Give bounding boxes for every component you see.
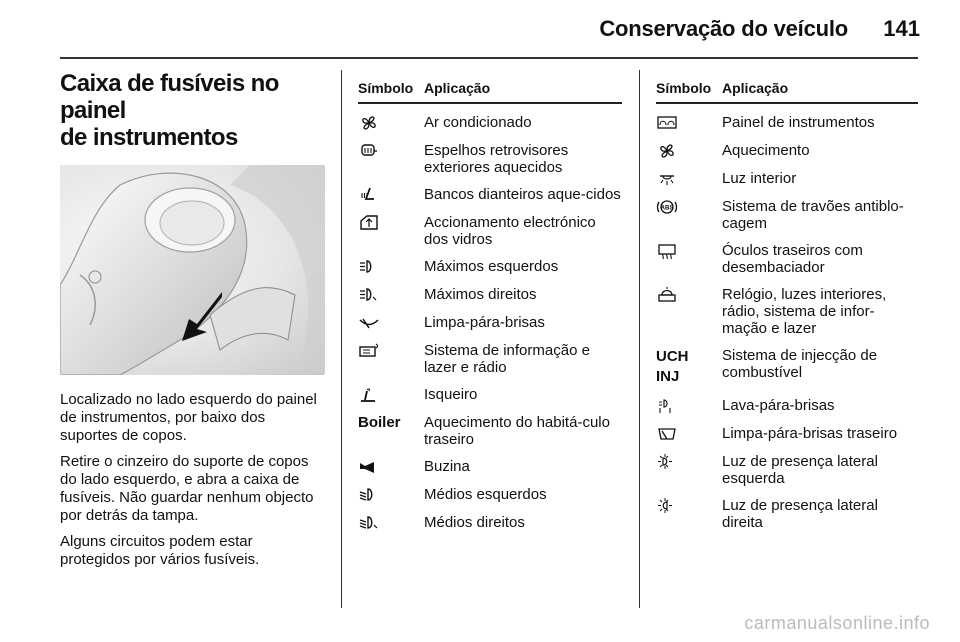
- fan-icon: [358, 114, 380, 132]
- column-divider-1: [341, 70, 342, 608]
- symbol-cell: [656, 286, 722, 337]
- application-cell: Limpa-pára-brisas traseiro: [722, 425, 898, 442]
- application-cell: Luz de presença lateral direita: [722, 497, 878, 531]
- table-body: [656, 104, 918, 531]
- instrument-panel-icon: [656, 114, 678, 132]
- table-row: [358, 304, 622, 332]
- low-beam-right-icon: [358, 514, 380, 532]
- fuse-box-photo: [60, 165, 325, 375]
- symbol-cell: [358, 458, 424, 476]
- table-row: [358, 476, 622, 504]
- symbol-cell: [656, 170, 722, 188]
- table-row: [358, 204, 622, 248]
- left-column: [60, 70, 325, 577]
- table-row: [656, 132, 918, 160]
- application-cell: Máximos direitos: [424, 286, 537, 303]
- application-cell: Ar condicionado: [424, 114, 532, 131]
- watermark: carmanualsonline.info: [744, 613, 930, 633]
- table-row: [358, 376, 622, 404]
- fan-icon: [656, 142, 678, 160]
- table-row: [358, 448, 622, 476]
- header-application: Aplicação: [722, 80, 789, 96]
- application-cell: Máximos esquerdos: [424, 258, 559, 275]
- table-row: [656, 415, 918, 443]
- header-symbol: Símbolo: [656, 80, 712, 96]
- symbol-cell: [358, 186, 424, 204]
- application-cell: Luz interior: [722, 170, 797, 187]
- side-light-right-icon: [656, 497, 678, 515]
- header-divider: [60, 57, 918, 59]
- symbol-cell: [358, 258, 424, 276]
- fuse-table-1: [358, 80, 622, 532]
- application-cell: Limpa-pára-brisas: [424, 314, 545, 331]
- application-cell: Aquecimento do habitá-culo traseiro: [424, 414, 610, 448]
- table-row: [656, 104, 918, 132]
- application-cell: Espelhos retrovisores exteriores aquecidos: [424, 142, 569, 176]
- table-row: [358, 132, 622, 176]
- interior-light-icon: [656, 170, 678, 188]
- header-application: Aplicação: [424, 80, 491, 96]
- symbol-cell: [656, 397, 722, 415]
- table-row: [656, 276, 918, 337]
- symbol-cell: [656, 142, 722, 160]
- symbol-label: Boiler: [358, 414, 401, 431]
- application-cell: Accionamento electrónico dos vidros: [424, 214, 596, 248]
- radio-icon: [358, 342, 380, 360]
- application-cell: Lava-pára-brisas: [722, 397, 835, 414]
- symbol-cell: [358, 486, 424, 504]
- header-symbol: Símbolo: [358, 80, 414, 96]
- application-cell: Isqueiro: [424, 386, 478, 403]
- symbol-cell: [656, 497, 722, 531]
- symbol-cell: [358, 414, 424, 448]
- table-row: [358, 248, 622, 276]
- cigarette-lighter-icon: [358, 386, 380, 404]
- table-body: [358, 104, 622, 532]
- high-beam-right-icon: [358, 286, 380, 304]
- application-cell: Sistema de informação e lazer e rádio: [424, 342, 590, 376]
- table-row: [656, 160, 918, 188]
- application-cell: Sistema de injecção de combustível: [722, 347, 878, 381]
- paragraph-note: Alguns circuitos podem estar protegidos por vários fusíveis.: [60, 533, 260, 568]
- high-beam-left-icon: [358, 258, 380, 276]
- low-beam-left-icon: [358, 486, 380, 504]
- side-light-left-icon: [656, 453, 678, 471]
- symbol-cell: [656, 198, 722, 232]
- application-cell: Bancos dianteiros aque-cidos: [424, 186, 621, 203]
- symbol-cell: [656, 425, 722, 443]
- washer-icon: [656, 397, 678, 415]
- table-header: [358, 80, 622, 104]
- power-window-icon: [358, 214, 380, 232]
- table-row: [358, 104, 622, 132]
- application-cell: Sistema de travões antiblo-cagem: [722, 198, 904, 232]
- table-row: [358, 504, 622, 532]
- page-header: [0, 0, 960, 60]
- table-row: [656, 387, 918, 415]
- symbol-cell: [656, 114, 722, 132]
- application-cell: Médios esquerdos: [424, 486, 547, 503]
- page-number: 141: [883, 16, 920, 41]
- table-row: [358, 176, 622, 204]
- symbol-cell: [358, 514, 424, 532]
- chapter-title: Conservação do veículo: [599, 16, 848, 41]
- symbol-cell: [358, 214, 424, 248]
- symbol-cell: [358, 314, 424, 332]
- column-divider-2: [639, 70, 640, 608]
- clock-lights-icon: [656, 286, 678, 304]
- section-title-line2: de instrumentos: [60, 124, 238, 151]
- symbol-cell: [656, 453, 722, 487]
- symbol-cell: [358, 114, 424, 132]
- symbol-cell: [656, 242, 722, 276]
- table-row: [358, 276, 622, 304]
- table-row: [358, 332, 622, 376]
- symbol-cell: [358, 342, 424, 376]
- heated-seat-icon: [358, 186, 380, 204]
- paragraph-location: Localizado no lado esquerdo do painel de instrumentos, por baixo dos suportes de copos.: [60, 391, 317, 444]
- section-title: [60, 70, 325, 151]
- rear-wiper-icon: [656, 425, 678, 443]
- heated-mirror-icon: [358, 142, 380, 160]
- fuse-table-2: [656, 80, 918, 531]
- symbol-cell: [358, 142, 424, 176]
- application-cell: Luz de presença lateral esquerda: [722, 453, 878, 487]
- application-cell: Buzina: [424, 458, 470, 475]
- section-title-line1: Caixa de fusíveis no painel: [60, 70, 279, 124]
- application-cell: Óculos traseiros com desembaciador: [722, 242, 863, 276]
- table-row: [656, 188, 918, 232]
- table-header: [656, 80, 918, 104]
- abs-icon: [656, 198, 678, 216]
- svg-text:ABS: ABS: [660, 205, 674, 212]
- application-cell: Relógio, luzes interiores, rádio, sistema de infor-mação e lazer: [722, 286, 887, 337]
- symbol-label: UCH INJ: [656, 348, 689, 385]
- application-cell: Médios direitos: [424, 514, 525, 531]
- rear-defrost-icon: [656, 242, 678, 260]
- table-row: [358, 404, 622, 448]
- table-row: [656, 443, 918, 487]
- paragraph-instructions: Retire o cinzeiro do suporte de copos do lado esquerdo, e abra a caixa de fusíveis. Não guardar nenhum objecto por detrás da tampa.: [60, 453, 314, 524]
- application-cell: Aquecimento: [722, 142, 810, 159]
- symbol-cell: [656, 347, 722, 387]
- horn-icon: [358, 458, 380, 476]
- table-row: [656, 487, 918, 531]
- symbol-cell: [358, 386, 424, 404]
- application-cell: Painel de instrumentos: [722, 114, 875, 131]
- wiper-icon: [358, 314, 380, 332]
- table-row: [656, 337, 918, 387]
- table-row: [656, 232, 918, 276]
- symbol-cell: [358, 286, 424, 304]
